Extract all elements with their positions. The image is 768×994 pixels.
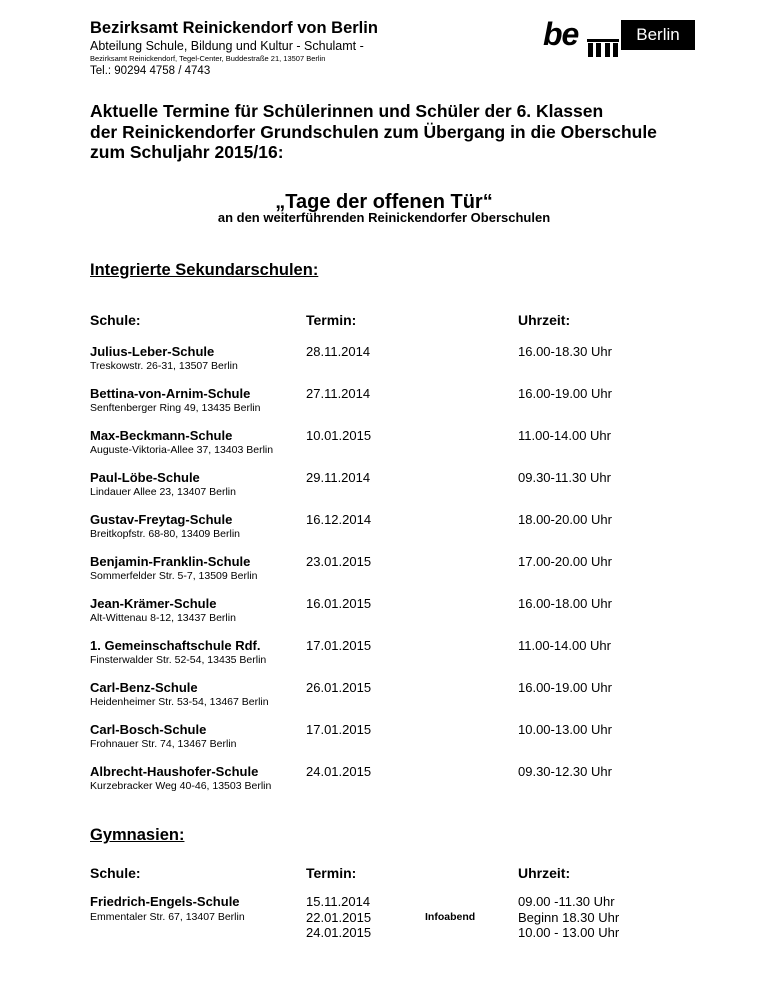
column-header-school: Schule: [90, 865, 141, 881]
heading-line: der Reinickendorfer Grundschulen zum Übergang in die Oberschule [90, 121, 657, 142]
school-row [0, 764, 768, 804]
school-time: 18.00-20.00 Uhr [518, 512, 612, 527]
school-row [0, 428, 768, 468]
berlin-logo [543, 16, 695, 60]
school-name: Carl-Bosch-Schule [90, 722, 207, 737]
school-time: 10.00 - 13.00 Uhr [518, 925, 620, 940]
school-date: 24.01.2015 [306, 764, 372, 779]
school-name: Max-Beckmann-Schule [90, 428, 233, 443]
school-address: Senftenberger Ring 49, 13435 Berlin [90, 402, 261, 414]
school-address: Heidenheimer Str. 53-54, 13467 Berlin [90, 696, 269, 708]
school-address: Frohnauer Str. 74, 13467 Berlin [90, 738, 237, 750]
school-name: Jean-Krämer-Schule [90, 596, 217, 611]
school-row [0, 596, 768, 636]
school-row [0, 638, 768, 678]
school-time: 11.00-14.00 Uhr [518, 428, 611, 443]
section-title-isc: Integrierte Sekundarschulen: [90, 261, 319, 279]
school-time: 16.00-18.30 Uhr [518, 344, 612, 359]
column-header-date: Termin: [306, 312, 357, 328]
school-date: 28.11.2014 [306, 344, 371, 359]
school-row [0, 680, 768, 720]
letterhead-phone: Tel.: 90294 4758 / 4743 [90, 65, 211, 77]
brandenburg-gate-icon [587, 39, 619, 57]
school-address: Auguste-Viktoria-Allee 37, 13403 Berlin [90, 444, 274, 456]
school-name: Bettina-von-Arnim-Schule [90, 386, 251, 401]
school-date: 16.01.2015 [306, 596, 372, 611]
logo-be-text: be [543, 16, 579, 52]
school-time: 17.00-20.00 Uhr [518, 554, 612, 569]
school-date: 26.01.2015 [306, 680, 372, 695]
school-date: 17.01.2015 [306, 638, 372, 653]
column-header-time: Uhrzeit: [518, 312, 571, 328]
school-dates [306, 894, 371, 941]
school-row [0, 722, 768, 762]
school-date: 27.11.2014 [306, 386, 371, 401]
school-time: 09.00 -11.30 Uhr [518, 894, 615, 909]
school-time: 16.00-19.00 Uhr [518, 680, 612, 695]
school-time: 16.00-18.00 Uhr [518, 596, 612, 611]
section-title-gym: Gymnasien: [90, 826, 185, 844]
school-name: Julius-Leber-Schule [90, 344, 215, 359]
column-header-time: Uhrzeit: [518, 865, 571, 881]
event-subtitle: an den weiterführenden Reinickendorfer Oberschulen [217, 210, 551, 225]
school-times [518, 894, 619, 941]
school-date: 16.12.2014 [306, 512, 372, 527]
school-row [0, 554, 768, 594]
school-address: Breitkopfstr. 68-80, 13409 Berlin [90, 528, 241, 540]
column-header-school: Schule: [90, 312, 141, 328]
school-time: 16.00-19.00 Uhr [518, 386, 612, 401]
school-date: 15.11.2014 [306, 894, 371, 909]
school-time: 09.30-11.30 Uhr [518, 470, 611, 485]
letterhead-address: Bezirksamt Reinickendorf, Tegel-Center, Buddestraße 21, 13507 Berlin [90, 54, 326, 63]
document-heading [90, 101, 657, 163]
school-address: Treskowstr. 26-31, 13507 Berlin [90, 360, 238, 372]
school-row [0, 512, 768, 552]
school-name: Albrecht-Haushofer-Schule [90, 764, 259, 779]
heading-line: Aktuelle Termine für Schülerinnen und Schüler der 6. Klassen [90, 101, 604, 121]
school-date: 29.11.2014 [306, 470, 371, 485]
school-date: 10.01.2015 [306, 428, 372, 443]
school-name: 1. Gemeinschaftschule Rdf. [90, 638, 261, 653]
letterhead [90, 18, 510, 78]
infoabend-note: Infoabend [425, 911, 476, 923]
school-date: 22.01.2015 [306, 909, 372, 925]
school-time: 10.00-13.00 Uhr [518, 722, 612, 737]
column-header-date: Termin: [306, 865, 357, 881]
school-address: Kurzebracker Weg 40-46, 13503 Berlin [90, 780, 272, 792]
school-name: Paul-Löbe-Schule [90, 470, 200, 485]
school-address: Emmentaler Str. 67, 13407 Berlin [90, 911, 245, 923]
school-time: 09.30-12.30 Uhr [518, 764, 612, 779]
logo-berlin-box: Berlin [621, 20, 695, 50]
school-row [0, 344, 768, 384]
school-address: Sommerfelder Str. 5-7, 13509 Berlin [90, 570, 258, 582]
school-name: Gustav-Freytag-Schule [90, 512, 233, 527]
school-address: Alt-Wittenau 8-12, 13437 Berlin [90, 612, 236, 624]
letterhead-department: Abteilung Schule, Bildung und Kultur - Schulamt - [90, 39, 364, 53]
event-title: „Tage der offenen Tür“ [275, 191, 493, 213]
school-date: 24.01.2015 [306, 925, 372, 940]
letterhead-title: Bezirksamt Reinickendorf von Berlin [90, 19, 378, 37]
school-time: Beginn 18.30 Uhr [518, 909, 620, 925]
heading-line: zum Schuljahr 2015/16: [90, 142, 284, 162]
school-row [0, 470, 768, 510]
school-time: 11.00-14.00 Uhr [518, 638, 611, 653]
school-address: Finsterwalder Str. 52-54, 13435 Berlin [90, 654, 267, 666]
school-name: Carl-Benz-Schule [90, 680, 198, 695]
school-date: 23.01.2015 [306, 554, 372, 569]
school-name: Benjamin-Franklin-Schule [90, 554, 251, 569]
school-address: Lindauer Allee 23, 13407 Berlin [90, 486, 236, 498]
school-row [0, 386, 768, 426]
school-name: Friedrich-Engels-Schule [90, 894, 240, 909]
school-date: 17.01.2015 [306, 722, 372, 737]
